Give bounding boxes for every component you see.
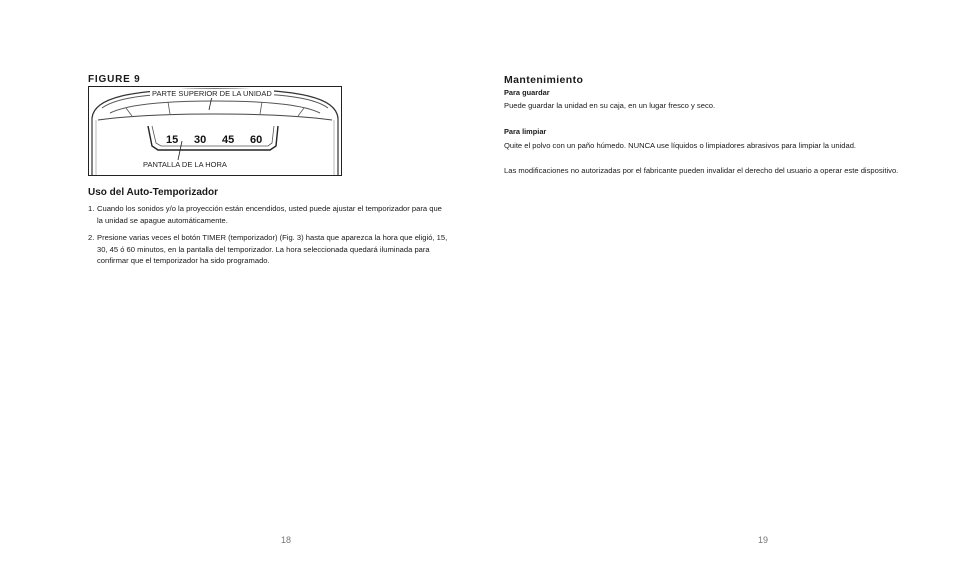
step-text: Presione varias veces el botón TIMER (temporizador) (Fig. 3) hasta que aparezca la hora que eligió, 15, 30, 45 ó 60 minutos, en la pantalla del temporizador. La hora seleccionada quedará iluminada para confirmar que el temporizador ha sido programado. bbox=[97, 233, 448, 265]
cleaning-text: Quite el polvo con un paño húmedo. NUNCA use líquidos o limpiadores abrasivos para limpiar la unidad. bbox=[504, 141, 857, 150]
top-of-unit-callout: PARTE SUPERIOR DE LA UNIDAD bbox=[152, 89, 272, 98]
step-number: 1. bbox=[88, 204, 95, 213]
list-item bbox=[88, 203, 448, 226]
modification-warning-text: Las modificaciones no autorizadas por el fabricante pueden invalidar el derecho del usuario a operar este dispositivo. bbox=[504, 166, 899, 175]
display-number-60: 60 bbox=[250, 134, 263, 146]
display-number-30: 30 bbox=[194, 134, 207, 146]
storage-text: Puede guardar la unidad en su caja, en un lugar fresco y seco. bbox=[504, 101, 716, 110]
display-number-15: 15 bbox=[166, 134, 179, 146]
auto-timer-steps bbox=[88, 203, 448, 273]
storage-heading: Para guardar bbox=[504, 88, 550, 97]
left-page-number: 18 bbox=[281, 535, 292, 545]
auto-timer-section-title: Uso del Auto-Temporizador bbox=[88, 187, 218, 198]
cleaning-heading: Para limpiar bbox=[504, 127, 547, 136]
step-text: Cuando los sonidos y/o la proyección están encendidos, usted puede ajustar el temporizador para que la unidad se apague automáticamente. bbox=[97, 204, 442, 225]
time-display-callout: PANTALLA DE LA HORA bbox=[143, 160, 227, 169]
list-item bbox=[88, 232, 448, 267]
figure-label: FIGURE 9 bbox=[88, 74, 141, 85]
step-number: 2. bbox=[88, 233, 95, 242]
maintenance-title: Mantenimiento bbox=[504, 74, 584, 86]
right-page-number: 19 bbox=[758, 535, 769, 545]
display-number-45: 45 bbox=[222, 134, 235, 146]
